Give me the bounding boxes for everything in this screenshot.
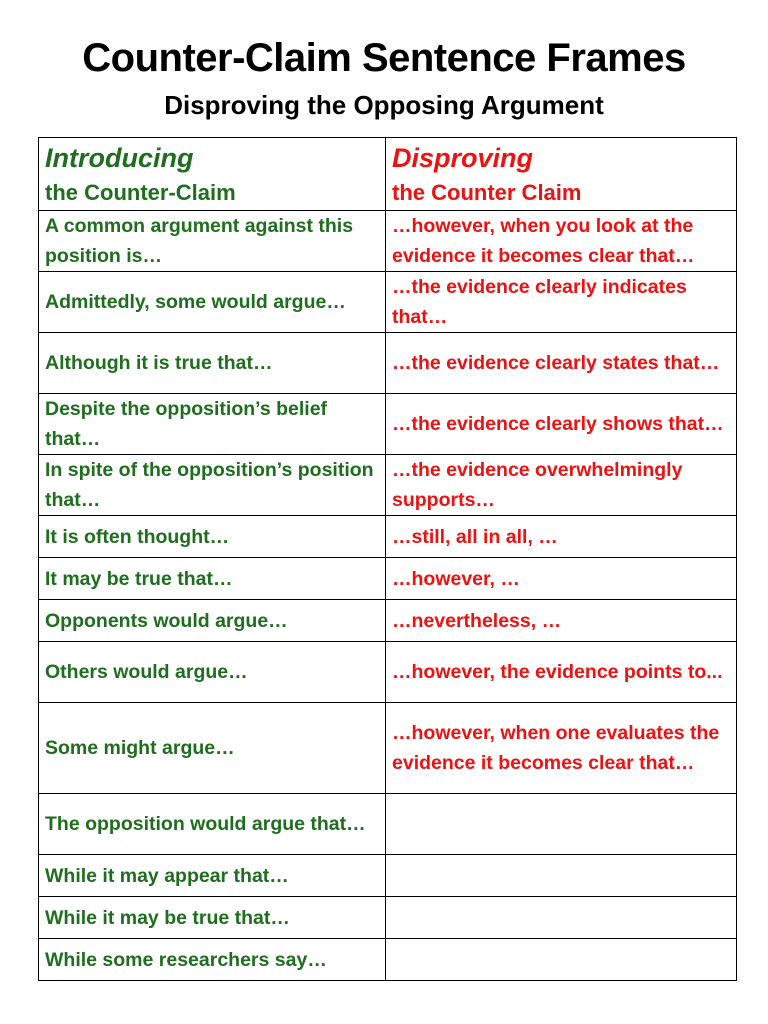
disprove-frame-cell	[386, 794, 737, 855]
intro-frame-cell: It may be true that…	[39, 558, 386, 600]
table-row	[39, 516, 737, 558]
introducing-heading: Introducing	[45, 143, 194, 173]
intro-frame-cell: Although it is true that…	[39, 333, 386, 394]
intro-frame-cell: Admittedly, some would argue…	[39, 272, 386, 333]
table-row	[39, 600, 737, 642]
introducing-subheading: the Counter-Claim	[45, 180, 236, 205]
table-row	[39, 272, 737, 333]
disprove-frame-cell	[386, 855, 737, 897]
intro-frame-cell: The opposition would argue that…	[39, 794, 386, 855]
intro-frame-cell: A common argument against this position is…	[39, 211, 386, 272]
disprove-frame-cell: …still, all in all, …	[386, 516, 737, 558]
table-row	[39, 333, 737, 394]
disprove-frame-cell: …the evidence clearly indicates that…	[386, 272, 737, 333]
table-row	[39, 211, 737, 272]
table-row	[39, 455, 737, 516]
intro-frame-cell: In spite of the opposition’s position that…	[39, 455, 386, 516]
table-row	[39, 703, 737, 794]
table-row	[39, 558, 737, 600]
disprove-frame-cell: …the evidence clearly states that…	[386, 333, 737, 394]
introducing-column-header	[39, 138, 386, 211]
intro-frame-cell: Opponents would argue…	[39, 600, 386, 642]
table-row	[39, 939, 737, 981]
intro-frame-cell: While some researchers say…	[39, 939, 386, 981]
disprove-frame-cell: …however, when you look at the evidence it becomes clear that…	[386, 211, 737, 272]
disprove-frame-cell: …however, when one evaluates the evidence it becomes clear that…	[386, 703, 737, 794]
disprove-frame-cell: …the evidence clearly shows that…	[386, 394, 737, 455]
table-row	[39, 642, 737, 703]
disprove-frame-cell: …however, the evidence points to...	[386, 642, 737, 703]
intro-frame-cell: Others would argue…	[39, 642, 386, 703]
intro-frame-cell: It is often thought…	[39, 516, 386, 558]
disprove-frame-cell	[386, 939, 737, 981]
disproving-subheading: the Counter Claim	[392, 180, 582, 205]
disprove-frame-cell: …however, …	[386, 558, 737, 600]
disprove-frame-cell	[386, 897, 737, 939]
intro-frame-cell: Some might argue…	[39, 703, 386, 794]
table-row	[39, 897, 737, 939]
table-row	[39, 855, 737, 897]
page-title: Counter-Claim Sentence Frames	[82, 36, 686, 80]
intro-frame-cell: While it may appear that…	[39, 855, 386, 897]
intro-frame-cell: While it may be true that…	[39, 897, 386, 939]
table-row	[39, 394, 737, 455]
page-subtitle: Disproving the Opposing Argument	[164, 90, 604, 120]
disprove-frame-cell: …the evidence overwhelmingly supports…	[386, 455, 737, 516]
table-header-row	[39, 138, 737, 211]
sentence-frames-table	[38, 137, 737, 981]
intro-frame-cell: Despite the opposition’s belief that…	[39, 394, 386, 455]
table-row	[39, 794, 737, 855]
disprove-frame-cell: …nevertheless, …	[386, 600, 737, 642]
disproving-column-header	[386, 138, 737, 211]
disproving-heading: Disproving	[392, 143, 534, 173]
